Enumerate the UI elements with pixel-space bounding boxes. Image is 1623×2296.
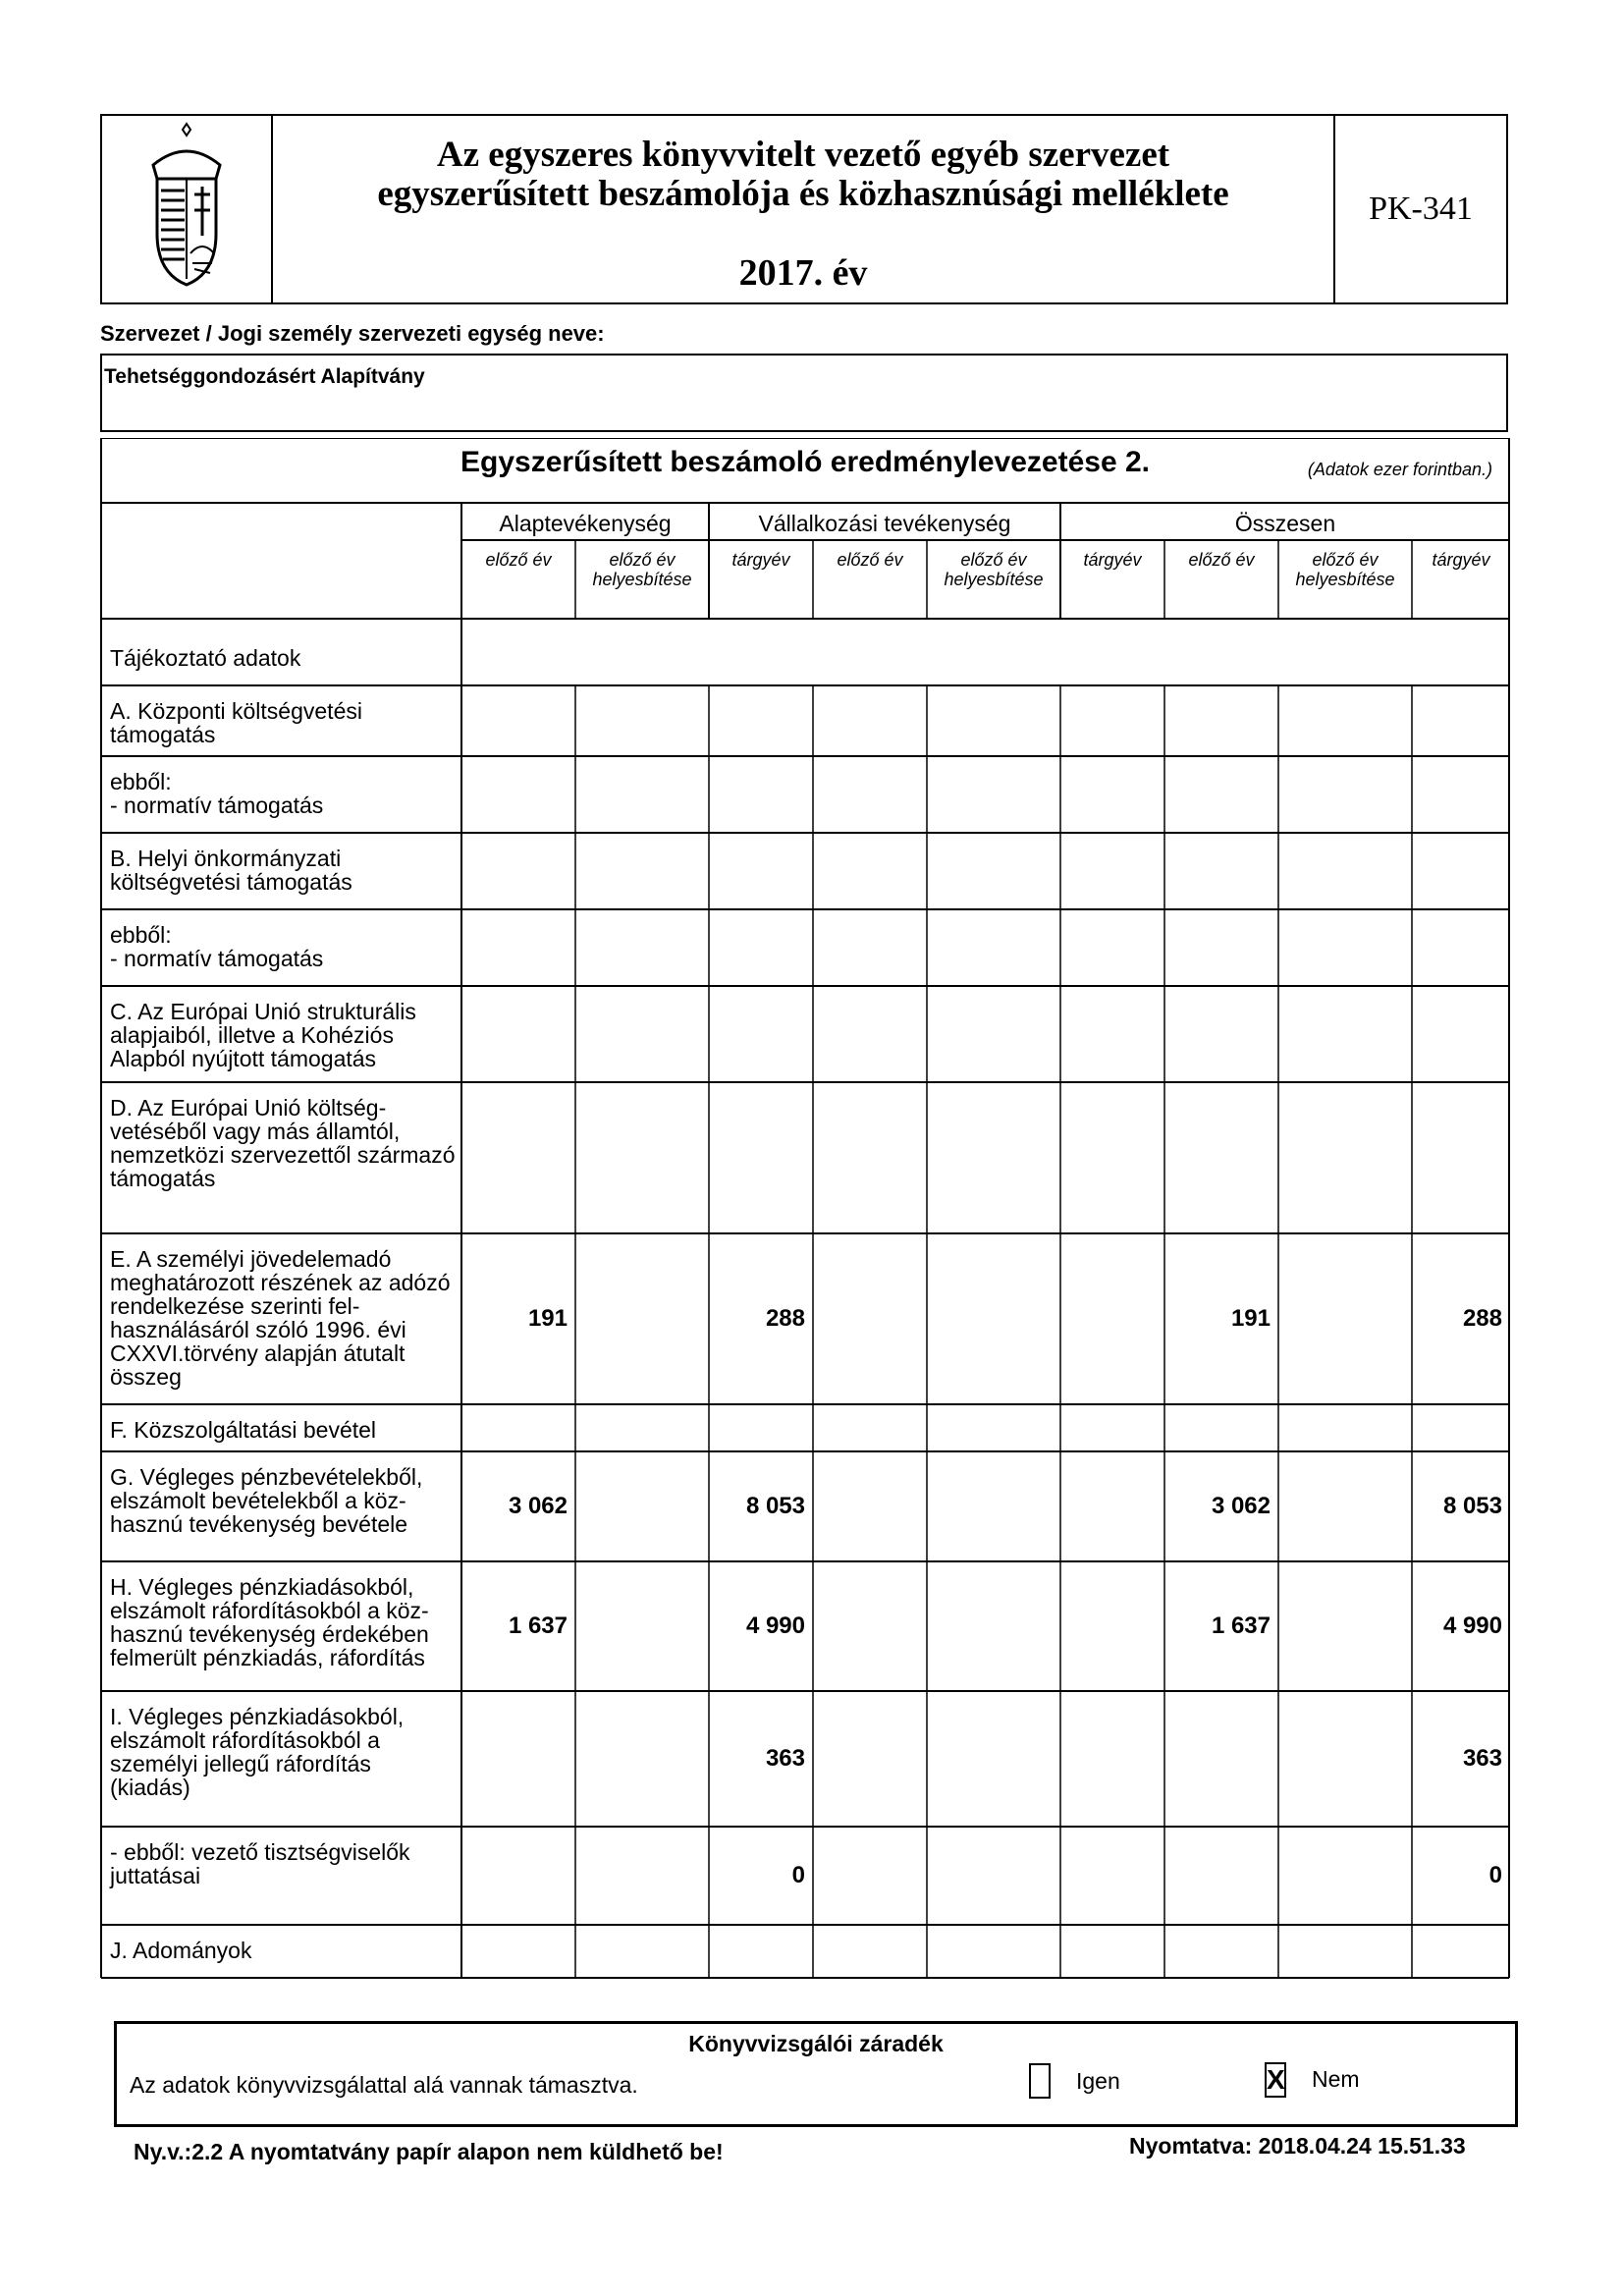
- row-label: ebből: - normatív támogatás: [110, 922, 324, 971]
- row-value: 1 637: [508, 1613, 568, 1639]
- section-label: Tájékoztató adatok: [110, 645, 301, 671]
- row-label: G. Végleges pénzbevételekből, elszámolt bevételekből a köz-hasznú tevékenység bevétele: [110, 1464, 423, 1537]
- row-value: 363: [765, 1745, 805, 1772]
- form-header: [100, 114, 1508, 304]
- row-value: 4 990: [745, 1613, 805, 1639]
- row-value: 3 062: [1211, 1493, 1271, 1519]
- row-value: 0: [791, 1862, 805, 1888]
- column-group-header: Összesen: [1234, 511, 1336, 536]
- organization-label: Szervezet / Jogi személy szervezeti egység neve:: [100, 321, 605, 346]
- unit-note: (Adatok ezer forintban.): [1307, 460, 1492, 479]
- column-group-header: Alaptevékenység: [499, 511, 672, 536]
- row-value: 8 053: [1442, 1493, 1502, 1519]
- row-label: D. Az Európai Unió költség-vetéséből vagy más államtól, nemzetközi szervezettől származó támogatás: [110, 1095, 456, 1191]
- column-group-header: Vállalkozási tevékenység: [758, 511, 1011, 536]
- row-value: 1 637: [1211, 1613, 1271, 1639]
- form-title-line1: Az egyszeres könyvvitelt vezető egyéb szervezet: [436, 135, 1170, 175]
- audit-no-checkbox[interactable]: X: [1265, 2062, 1286, 2098]
- subcolumn-header: előző év: [1188, 550, 1255, 570]
- subcolumn-header: tárgyév: [1432, 550, 1490, 570]
- row-value: 0: [1488, 1862, 1502, 1888]
- report-year: 2017. év: [738, 252, 868, 294]
- audit-yes-checkbox[interactable]: [1029, 2063, 1051, 2099]
- results-table: [100, 438, 1510, 1990]
- audit-title: Könyvvizsgálói záradék: [688, 2031, 944, 2056]
- footer-notice: Ny.v.:2.2 A nyomtatvány papír alapon nem küldhető be!: [134, 2139, 724, 2164]
- subcolumn-header: előző év helyesbítése: [944, 550, 1044, 589]
- row-value: 3 062: [508, 1493, 568, 1519]
- row-value: 288: [1462, 1305, 1502, 1332]
- row-value: 191: [1230, 1305, 1271, 1332]
- row-value: 8 053: [745, 1493, 805, 1519]
- row-label: F. Közszolgáltatási bevétel: [110, 1417, 377, 1443]
- row-value: 288: [765, 1305, 805, 1332]
- row-label: H. Végleges pénzkiadásokból, elszámolt ráfordításokból a köz-hasznú tevékenység érdekében felmerült pénzkiadás, ráfordítás: [110, 1574, 429, 1670]
- subcolumn-header: tárgyév: [731, 550, 790, 570]
- subcolumn-header: előző év helyesbítése: [1295, 550, 1395, 589]
- form-code: PK-341: [1333, 116, 1506, 302]
- row-value: 363: [1462, 1745, 1502, 1772]
- row-label: J. Adományok: [110, 1938, 252, 1963]
- row-label: I. Végleges pénzkiadásokból, elszámolt ráfordításokból a személyi jellegű ráfordítás (kiadás): [110, 1704, 405, 1800]
- organization-name: Tehetséggondozásért Alapítvány: [104, 365, 425, 388]
- subcolumn-header: előző év: [837, 550, 903, 570]
- subcolumn-header: előző év helyesbítése: [592, 550, 692, 589]
- coat-of-arms: [102, 116, 273, 302]
- form-title: [271, 136, 1335, 214]
- audit-yes-label: Igen: [1076, 2068, 1120, 2094]
- footer-print-date: Nyomtatva: 2018.04.24 15.51.33: [1129, 2133, 1466, 2159]
- audit-text: Az adatok könyvvizsgálattal alá vannak támasztva.: [130, 2072, 638, 2098]
- row-value: 191: [527, 1305, 568, 1332]
- subcolumn-header: tárgyév: [1083, 550, 1142, 570]
- row-label: E. A személyi jövedelemadó meghatározott részének az adózó rendelkezése szerinti fel-használásáról szóló 1996. évi CXXVI.törvény alapján átutalt összeg: [110, 1246, 451, 1390]
- form-title-line2: egyszerűsített beszámolója és közhasznúsági melléklete: [377, 174, 1229, 214]
- row-label: ebből: - normatív támogatás: [110, 769, 324, 818]
- subcolumn-header: előző év: [485, 550, 552, 570]
- row-label: B. Helyi önkormányzati költségvetési támogatás: [110, 846, 352, 895]
- row-label: C. Az Európai Unió strukturális alapjaiból, illetve a Kohéziós Alapból nyújtott támogatás: [110, 999, 416, 1071]
- row-label: A. Központi költségvetési támogatás: [110, 698, 362, 747]
- hungarian-coat-of-arms-icon: [102, 116, 271, 302]
- audit-no-label: Nem: [1312, 2066, 1360, 2092]
- row-label: - ebből: vezető tisztségviselők juttatásai: [110, 1839, 410, 1888]
- row-value: 4 990: [1442, 1613, 1502, 1639]
- table-title: Egyszerűsített beszámoló eredménylevezetése 2.: [460, 446, 1150, 478]
